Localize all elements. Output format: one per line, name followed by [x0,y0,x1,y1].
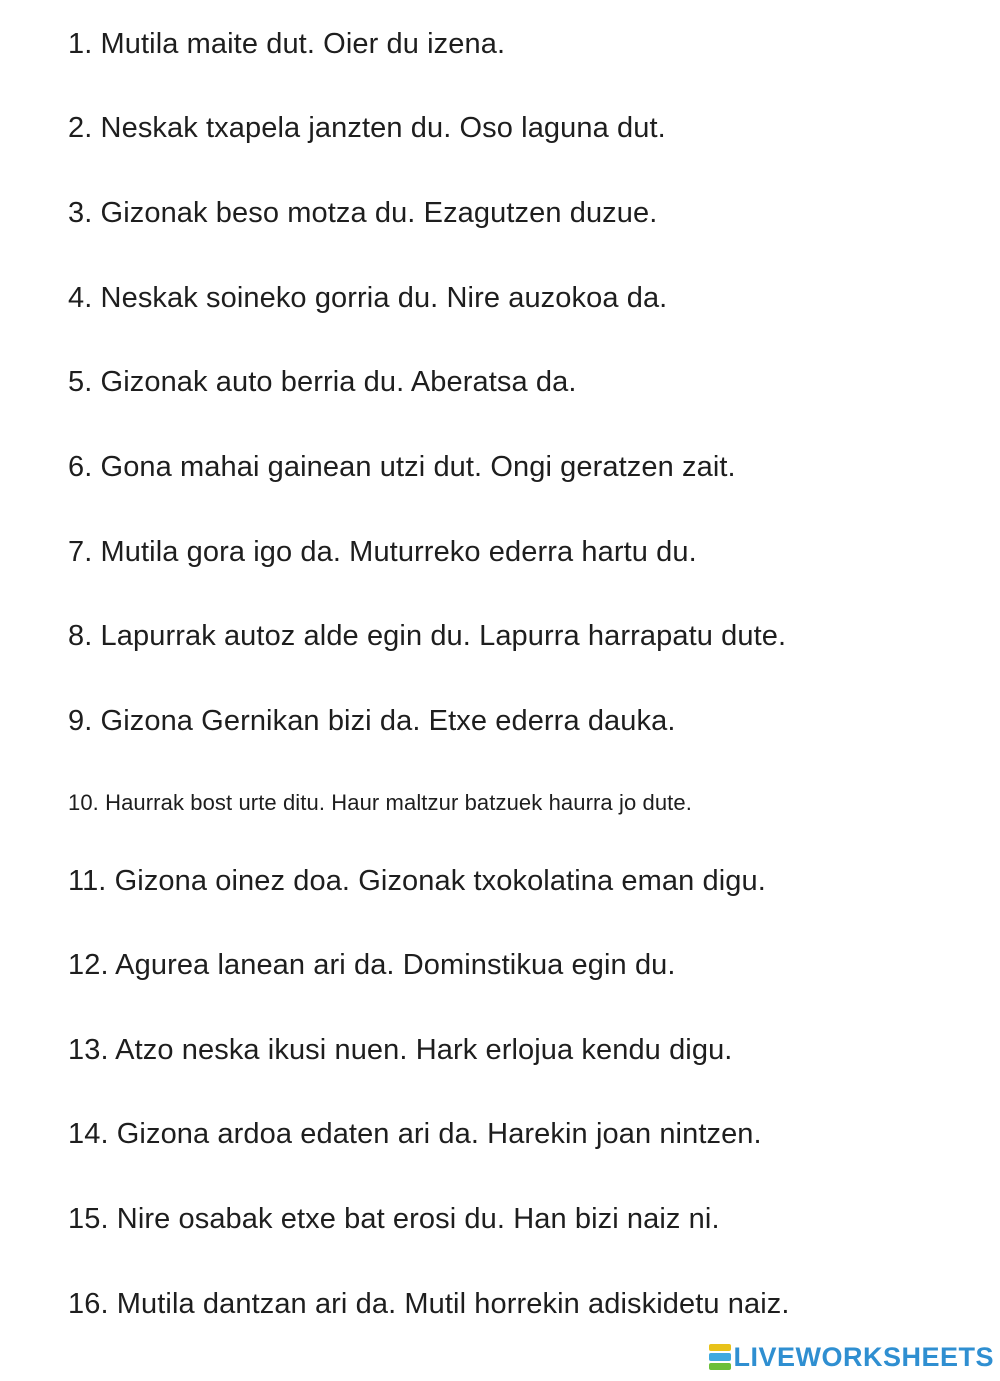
sentence-9: 9. Gizona Gernikan bizi da. Etxe ederra dauka. [68,705,676,737]
sentence-7: 7. Mutila gora igo da. Muturreko ederra hartu du. [68,536,697,568]
sentence-15: 15. Nire osabak etxe bat erosi du. Han bizi naiz ni. [68,1203,720,1235]
liveworksheets-logo-icon [709,1344,731,1370]
sentence-10: 10. Haurrak bost urte ditu. Haur maltzur batzuek haurra jo dute. [68,790,692,815]
sentence-5: 5. Gizonak auto berria du. Aberatsa da. [68,366,577,398]
liveworksheets-watermark [709,1341,994,1373]
sentence-1: 1. Mutila maite dut. Oier du izena. [68,28,506,60]
sentence-16: 16. Mutila dantzan ari da. Mutil horrekin adiskidetu naiz. [68,1288,790,1320]
sentence-12: 12. Agurea lanean ari da. Dominstikua egin du. [68,949,676,981]
sentence-4: 4. Neskak soineko gorria du. Nire auzokoa da. [68,282,668,314]
sentence-6: 6. Gona mahai gainean utzi dut. Ongi geratzen zait. [68,451,736,483]
sentence-11: 11. Gizona oinez doa. Gizonak txokolatina eman digu. [68,865,766,897]
sentence-8: 8. Lapurrak autoz alde egin du. Lapurra harrapatu dute. [68,620,787,652]
sentence-13: 13. Atzo neska ikusi nuen. Hark erlojua kendu digu. [68,1034,733,1066]
sentence-14: 14. Gizona ardoa edaten ari da. Harekin joan nintzen. [68,1118,762,1150]
sentence-2: 2. Neskak txapela janzten du. Oso laguna dut. [68,112,666,144]
watermark-text: LIVEWORKSHEETS [733,1342,994,1372]
sentence-3: 3. Gizonak beso motza du. Ezagutzen duzue. [68,197,658,229]
